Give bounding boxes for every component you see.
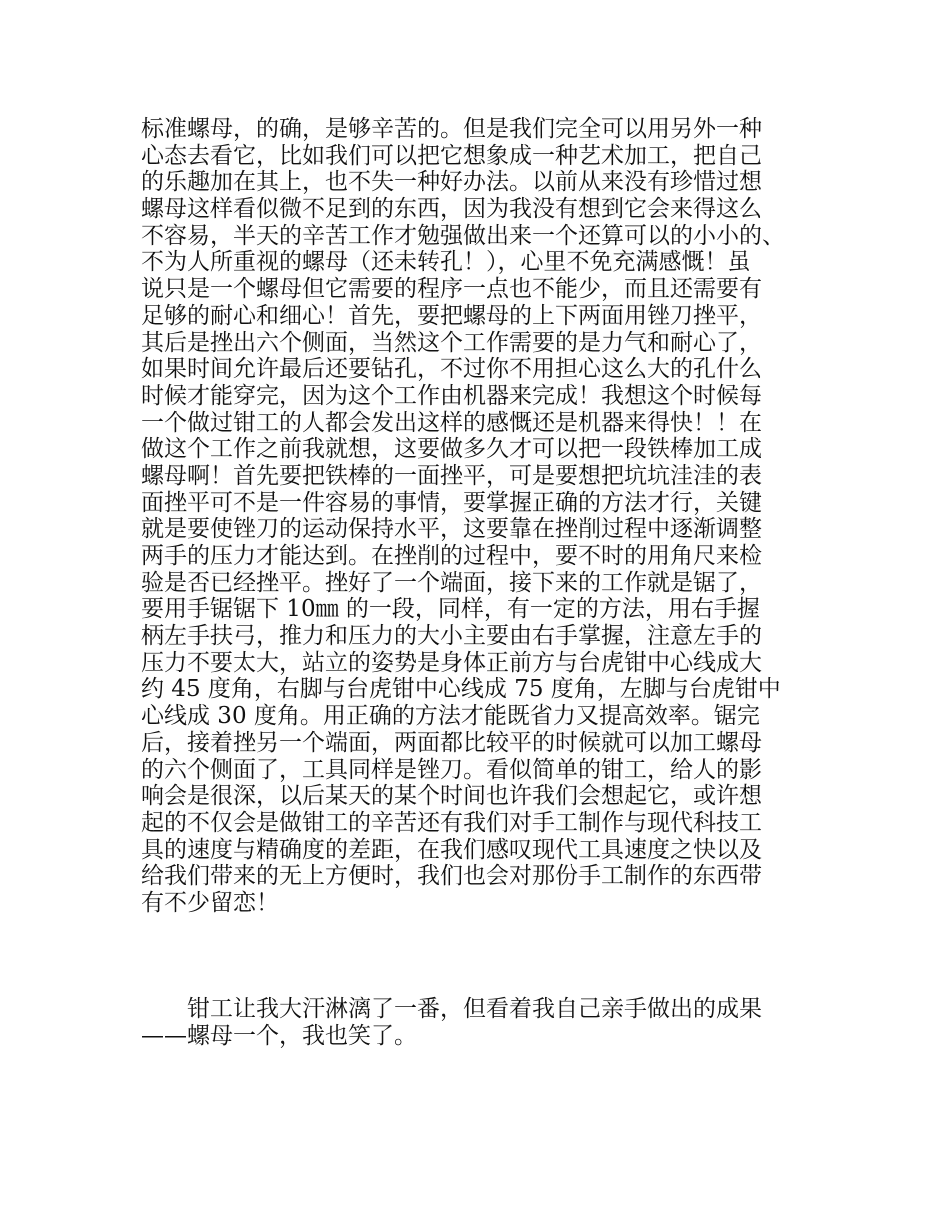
text-line: 心态去看它，比如我们可以把它想象成一种艺术加工，把自己	[141, 142, 762, 169]
paragraph-2	[141, 996, 821, 1049]
text-line: 标准螺母，的确，是够辛苦的。但是我们完全可以用另外一种	[141, 116, 762, 142]
text-line: 柄左手扶弓，推力和压力的大小主要由右手掌握，注意左手的	[141, 623, 762, 650]
text-line: 具的速度与精确度的差距，在我们感叹现代工具速度之快以及	[141, 836, 762, 863]
text-line: 不容易，半天的辛苦工作才勉强做出来一个还算可以的小小的、	[141, 222, 785, 249]
text-line: 两手的压力才能达到。在挫削的过程中，要不时的用角尺来检	[141, 543, 762, 569]
text-line: 后，接着挫另一个端面，两面都比较平的时候就可以加工螺母	[141, 729, 762, 756]
text-line: 约 45 度角，右脚与台虎钳中心线成 75 度角，左脚与台虎钳中	[141, 676, 781, 703]
text-line: 面挫平可不是一件容易的事情，要掌握正确的方法才行，关键	[141, 489, 762, 516]
text-line: 的六个侧面了，工具同样是锉刀。看似简单的钳工，给人的影	[141, 756, 762, 783]
text-line: 如果时间允许最后还要钻孔，不过你不用担心这么大的孔什么	[141, 356, 762, 383]
text-line: 响会是很深，以后某天的某个时间也许我们会想起它，或许想	[141, 783, 762, 810]
text-line: 一个做过钳工的人都会发出这样的感慨还是机器来得快！！在	[141, 409, 762, 436]
text-line: 起的不仅会是做钳工的辛苦还有我们对手工制作与现代科技工	[141, 809, 762, 836]
text-line: 的乐趣加在其上，也不失一种好办法。以前从来没有珍惜过想	[141, 169, 762, 196]
text-line: 验是否已经挫平。挫好了一个端面，接下来的工作就是锯了，	[141, 569, 762, 596]
text-line: ——螺母一个，我也笑了。	[141, 1022, 417, 1049]
text-line: 做这个工作之前我就想，这要做多久才可以把一段铁棒加工成	[141, 436, 762, 463]
text-line: 时候才能穿完，因为这个工作由机器来完成！我想这个时候每	[141, 382, 762, 409]
text-line: 说只是一个螺母但它需要的程序一点也不能少，而且还需要有	[141, 276, 762, 303]
text-line: 螺母啊！首先要把铁棒的一面挫平，可是要想把坑坑洼洼的表	[141, 462, 762, 489]
text-line: 其后是挫出六个侧面，当然这个工作需要的是力气和耐心了，	[141, 329, 762, 356]
text-line: 就是要使锉刀的运动保持水平，这要靠在挫削过程中逐渐调整	[141, 516, 762, 543]
text-line: 有不少留恋！	[141, 889, 279, 916]
text-line: 要用手锯锯下 10㎜ 的一段，同样，有一定的方法，用右手握	[141, 596, 760, 623]
text-line: 不为人所重视的螺母（还未转孔！），心里不免充满感慨！虽	[141, 249, 751, 276]
text-line: 心线成 30 度角。用正确的方法才能既省力又提高效率。锯完	[141, 703, 760, 730]
text-line: 钳工让我大汗淋漓了一番，但看着我自己亲手做出的成果	[187, 996, 762, 1022]
text-line: 给我们带来的无上方便时，我们也会对那份手工制作的东西带	[141, 863, 762, 890]
text-line: 足够的耐心和细心！首先，要把螺母的上下两面用锉刀挫平，	[141, 302, 762, 329]
paragraph-1	[141, 116, 821, 917]
text-line: 压力不要太大，站立的姿势是身体正前方与台虎钳中心线成大	[141, 649, 762, 676]
text-line: 螺母这样看似微不足到的东西，因为我没有想到它会来得这么	[141, 196, 762, 223]
